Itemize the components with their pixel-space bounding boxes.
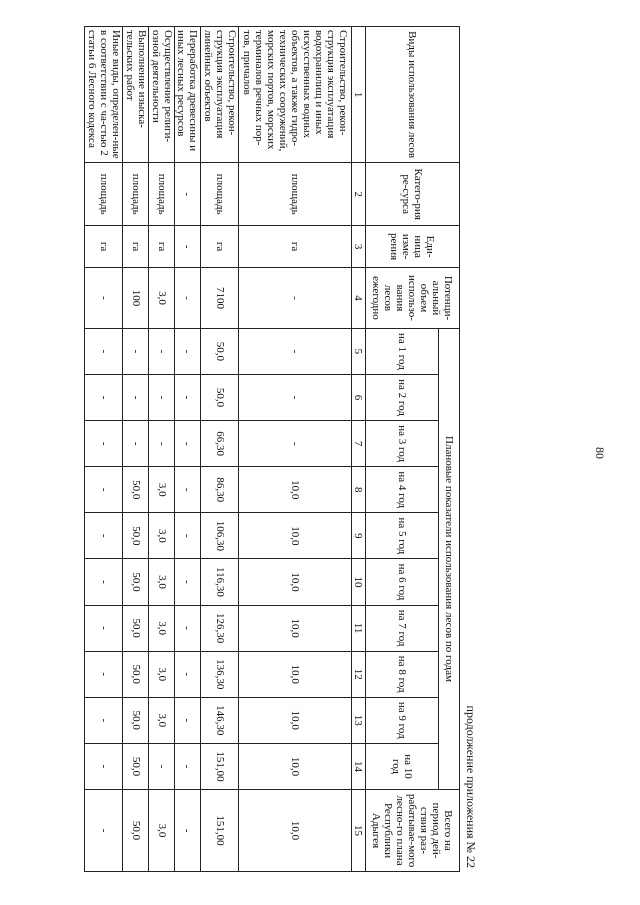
cell-total: - — [175, 790, 201, 872]
header-year-2: на 2 год — [366, 374, 439, 420]
cell-kind: Строительство, рекон-струкция эксплуатация водохранилищ и иных искусственных водных объектов, а также гидро-технических сооружений, морских портов, морских терминалов речных пор-тов, причалов — [239, 27, 352, 163]
cell-year-9: - — [85, 697, 123, 743]
cell-year-5: 106,30 — [200, 513, 238, 559]
table-row — [200, 27, 238, 872]
header-year-7: на 7 год — [366, 605, 439, 651]
cell-year-4: 10,0 — [239, 467, 352, 513]
cell-year-9: - — [175, 697, 201, 743]
header-year-6: на 6 год — [366, 559, 439, 605]
cell-year-9: 3,0 — [149, 697, 175, 743]
cell-year-2: - — [123, 374, 149, 420]
cell-kind: Переработка древесины и иных лесных ресурсов — [175, 27, 201, 163]
cell-year-8: - — [85, 651, 123, 697]
cell-category: площадь — [85, 163, 123, 226]
table-caption: продолжение приложения № 22 — [464, 705, 478, 868]
cell-year-6: 3,0 — [149, 559, 175, 605]
cell-year-10: 151,00 — [200, 743, 238, 789]
cell-year-2: - — [239, 374, 352, 420]
cell-year-1: - — [149, 328, 175, 374]
header-year-3: на 3 год — [366, 421, 439, 467]
cell-total: - — [85, 790, 123, 872]
cell-year-8: 50,0 — [123, 651, 149, 697]
cell-year-8: - — [175, 651, 201, 697]
column-number: 12 — [352, 651, 366, 697]
header-planned-group: Плановые показатели использования лесов по годам — [439, 328, 460, 789]
cell-year-2: - — [85, 374, 123, 420]
cell-year-8: 10,0 — [239, 651, 352, 697]
cell-potential: - — [239, 268, 352, 329]
cell-category: площадь — [200, 163, 238, 226]
cell-unit: га — [149, 226, 175, 268]
cell-year-1: - — [175, 328, 201, 374]
cell-unit: га — [123, 226, 149, 268]
cell-year-6: 50,0 — [123, 559, 149, 605]
cell-year-3: - — [239, 421, 352, 467]
column-number: 1 — [352, 27, 366, 163]
column-number: 10 — [352, 559, 366, 605]
cell-total: 3,0 — [149, 790, 175, 872]
header-year-10: на 10 год — [366, 743, 439, 789]
cell-year-6: 10,0 — [239, 559, 352, 605]
cell-potential: 3,0 — [149, 268, 175, 329]
cell-category: площадь — [123, 163, 149, 226]
cell-year-10: 10,0 — [239, 743, 352, 789]
table-row — [149, 27, 175, 872]
column-number: 6 — [352, 374, 366, 420]
header-total: Всего на период дей-ствия раз-рабатывае-мого лесно-го плана Республики Адыгея — [366, 790, 460, 872]
table-row — [239, 27, 352, 872]
cell-year-8: 3,0 — [149, 651, 175, 697]
forest-use-table — [84, 26, 460, 872]
cell-year-10: 50,0 — [123, 743, 149, 789]
cell-total: 10,0 — [239, 790, 352, 872]
rotated-table-block — [80, 26, 480, 872]
cell-unit: га — [200, 226, 238, 268]
cell-potential: - — [85, 268, 123, 329]
cell-year-4: 50,0 — [123, 467, 149, 513]
cell-kind: Строительство, рекон-струкция эксплуатация линейных объектов — [200, 27, 238, 163]
column-number: 11 — [352, 605, 366, 651]
cell-year-2: 50,0 — [200, 374, 238, 420]
cell-total: 151,00 — [200, 790, 238, 872]
cell-year-5: 3,0 — [149, 513, 175, 559]
table-row — [175, 27, 201, 872]
cell-year-7: 10,0 — [239, 605, 352, 651]
cell-year-5: 50,0 — [123, 513, 149, 559]
cell-year-7: - — [85, 605, 123, 651]
cell-potential: - — [175, 268, 201, 329]
cell-year-1: 50,0 — [200, 328, 238, 374]
header-year-8: на 8 год — [366, 651, 439, 697]
header-kind: Виды использования лесов — [366, 27, 460, 163]
column-number: 2 — [352, 163, 366, 226]
table-row — [123, 27, 149, 872]
column-number: 8 — [352, 467, 366, 513]
cell-year-9: 10,0 — [239, 697, 352, 743]
cell-year-3: - — [149, 421, 175, 467]
cell-category: площадь — [239, 163, 352, 226]
header-category: Катего-рия ре-сурса — [366, 163, 460, 226]
cell-year-7: 50,0 — [123, 605, 149, 651]
cell-year-7: - — [175, 605, 201, 651]
column-number: 13 — [352, 697, 366, 743]
column-number: 7 — [352, 421, 366, 467]
header-year-9: на 9 год — [366, 697, 439, 743]
cell-year-4: - — [85, 467, 123, 513]
header-year-4: на 4 год — [366, 467, 439, 513]
cell-unit: га — [239, 226, 352, 268]
cell-year-3: 66,30 — [200, 421, 238, 467]
cell-year-5: - — [85, 513, 123, 559]
cell-year-5: 10,0 — [239, 513, 352, 559]
cell-year-7: 126,30 — [200, 605, 238, 651]
cell-year-6: - — [85, 559, 123, 605]
header-year-1: на 1 год — [366, 328, 439, 374]
cell-year-6: - — [175, 559, 201, 605]
cell-kind: Иные виды, определен-ные в соответствии с ча-стью 2 статьи 6 Лесного кодекса — [85, 27, 123, 163]
cell-potential: 100 — [123, 268, 149, 329]
cell-year-3: - — [175, 421, 201, 467]
cell-potential: 7100 — [200, 268, 238, 329]
cell-year-4: 3,0 — [149, 467, 175, 513]
cell-category: - — [175, 163, 201, 226]
cell-total: 50,0 — [123, 790, 149, 872]
column-number: 3 — [352, 226, 366, 268]
header-potential: Потенци-альный объем использо-вания лесов ежегодно — [366, 268, 460, 329]
cell-year-3: - — [85, 421, 123, 467]
cell-year-3: - — [123, 421, 149, 467]
header-unit: Еди-ница изме-рения — [366, 226, 460, 268]
cell-category: площадь — [149, 163, 175, 226]
cell-year-6: 116,30 — [200, 559, 238, 605]
cell-year-4: 86,30 — [200, 467, 238, 513]
column-number: 9 — [352, 513, 366, 559]
cell-year-4: - — [175, 467, 201, 513]
cell-kind: Осуществление религи-озной деятельности — [149, 27, 175, 163]
header-year-5: на 5 год — [366, 513, 439, 559]
cell-year-2: - — [149, 374, 175, 420]
cell-kind: Выполнение изыска-тельских работ — [123, 27, 149, 163]
cell-year-7: 3,0 — [149, 605, 175, 651]
page-number: 80 — [593, 447, 607, 459]
cell-year-1: - — [85, 328, 123, 374]
column-number: 4 — [352, 268, 366, 329]
column-number: 5 — [352, 328, 366, 374]
cell-year-8: 136,30 — [200, 651, 238, 697]
cell-year-2: - — [175, 374, 201, 420]
cell-unit: - — [175, 226, 201, 268]
cell-year-5: - — [175, 513, 201, 559]
cell-unit: га — [85, 226, 123, 268]
cell-year-9: 146,30 — [200, 697, 238, 743]
table-row — [85, 27, 123, 872]
cell-year-10: - — [175, 743, 201, 789]
cell-year-1: - — [239, 328, 352, 374]
cell-year-10: - — [85, 743, 123, 789]
column-number: 14 — [352, 743, 366, 789]
column-number: 15 — [352, 790, 366, 872]
cell-year-10: - — [149, 743, 175, 789]
cell-year-1: - — [123, 328, 149, 374]
cell-year-9: 50,0 — [123, 697, 149, 743]
